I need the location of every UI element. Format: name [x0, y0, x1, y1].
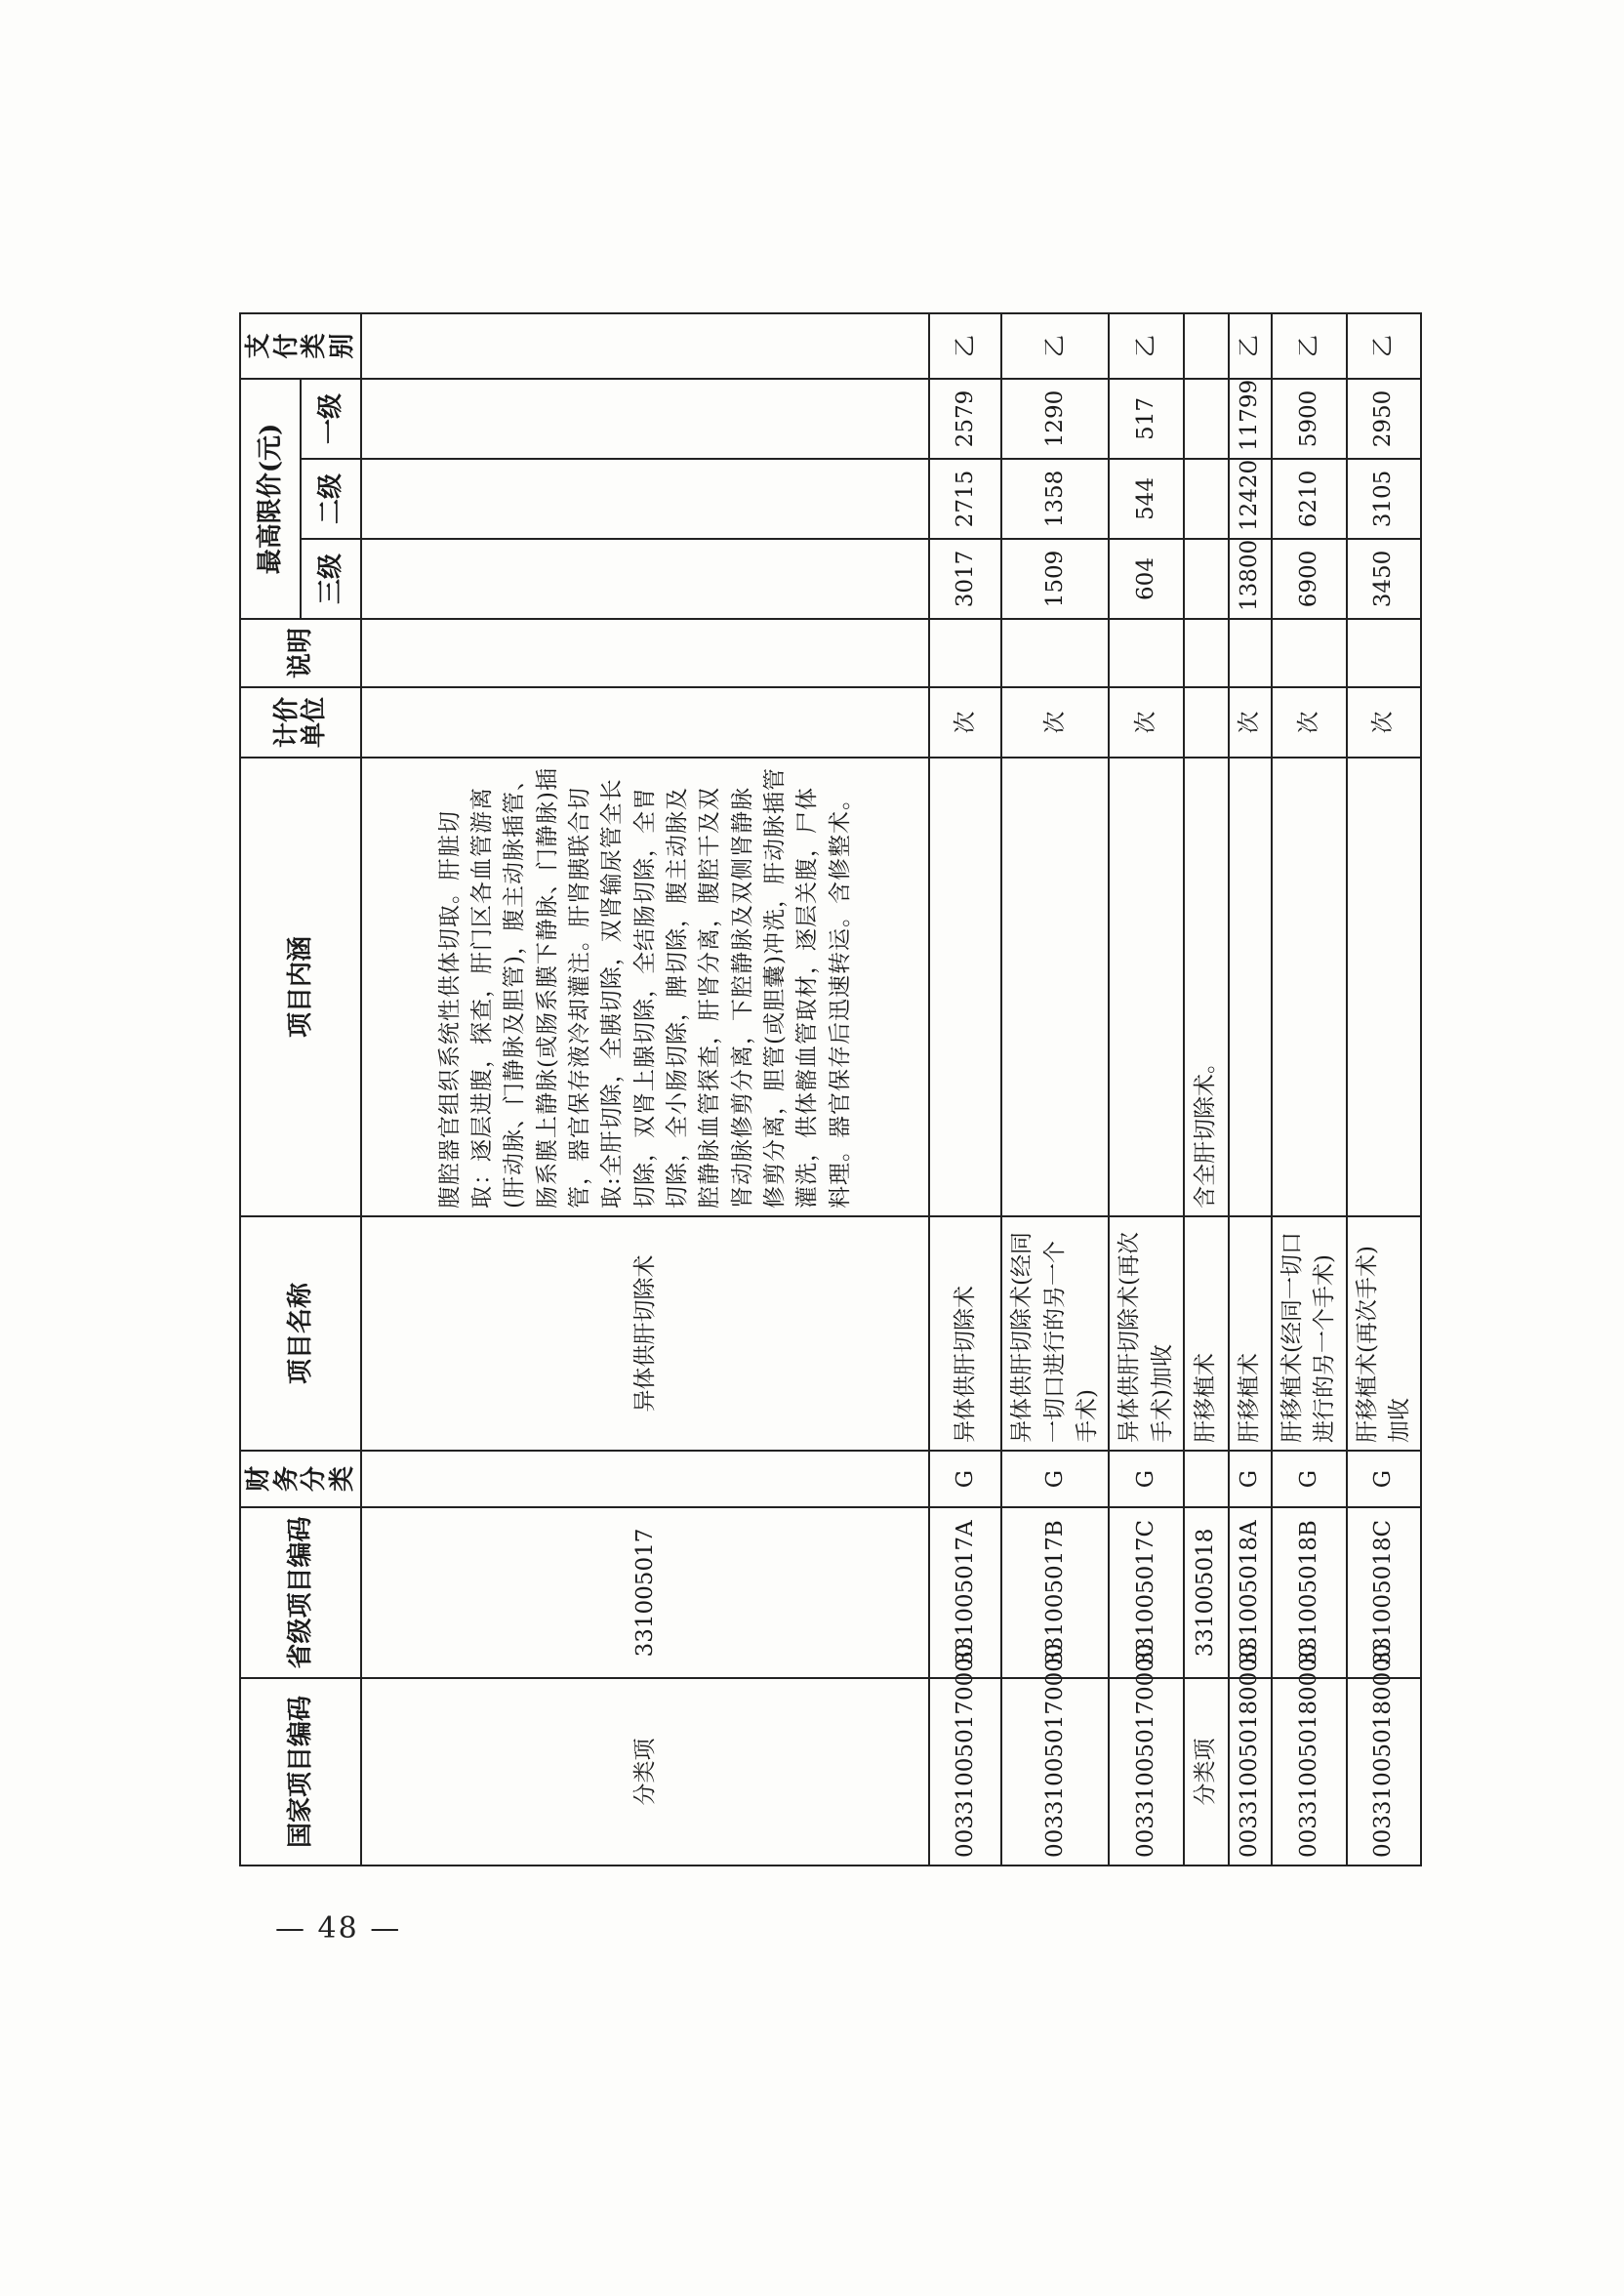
table-row: [361, 313, 929, 1866]
cell-level1: 2579: [929, 379, 1001, 459]
cell-level3: [1184, 539, 1229, 619]
table-row: [1001, 313, 1109, 1866]
cell-national-code: 003310050170000: [1109, 1678, 1184, 1866]
cell-finance-class: G: [1109, 1451, 1184, 1507]
header-item-name: 项目名称: [240, 1216, 361, 1451]
cell-note: [1001, 619, 1109, 687]
cell-note: [1184, 619, 1229, 687]
cell-level3: 1509: [1001, 539, 1109, 619]
page-number: — 48 —: [275, 1911, 402, 1946]
header-level1: 一级: [301, 379, 361, 459]
header-item-content: 项目内涵: [240, 758, 361, 1216]
header-provincial-code: 省级项目编码: [240, 1507, 361, 1678]
cell-unit: 次: [1001, 687, 1109, 758]
cell-note: [1229, 619, 1272, 687]
cell-item-content: [1001, 758, 1109, 1216]
header-pay-type: 支付类别: [240, 313, 361, 379]
cell-item-name: 肝移植术: [1184, 1216, 1229, 1451]
cell-item-content: [1272, 758, 1347, 1216]
cell-unit: 次: [1272, 687, 1347, 758]
cell-level1: [361, 379, 929, 459]
cell-note: [1347, 619, 1422, 687]
cell-unit: 次: [1347, 687, 1422, 758]
table-row: [1347, 313, 1422, 1866]
cell-national-code: 分类项: [1184, 1678, 1229, 1866]
cell-finance-class: [361, 1451, 929, 1507]
cell-item-name: 异体供肝切除术(经同一切口进行的另一个手术): [1001, 1216, 1109, 1451]
cell-national-code: 003310050180000: [1347, 1678, 1422, 1866]
cell-unit: 次: [1229, 687, 1272, 758]
table-row: [1109, 313, 1184, 1866]
cell-item-content: [929, 758, 1001, 1216]
cell-level2: [1184, 459, 1229, 539]
cell-national-code: 003310050180000: [1229, 1678, 1272, 1866]
header-max-price: 最高限价(元): [240, 379, 301, 619]
cell-level3: 3450: [1347, 539, 1422, 619]
cell-level2: 1358: [1001, 459, 1109, 539]
cell-level2: 12420: [1229, 459, 1272, 539]
cell-finance-class: G: [1347, 1451, 1422, 1507]
cell-national-code: 分类项: [361, 1678, 929, 1866]
price-table: [239, 312, 1422, 1866]
cell-pay-type: 乙: [929, 313, 1001, 379]
cell-level3: [361, 539, 929, 619]
cell-item-name: 肝移植术: [1229, 1216, 1272, 1451]
cell-item-name: 异体供肝切除术: [361, 1216, 929, 1451]
cell-level2: 544: [1109, 459, 1184, 539]
cell-provincial-code: 331005018: [1184, 1507, 1229, 1678]
cell-provincial-code: 331005017B: [1001, 1507, 1109, 1678]
cell-provincial-code: 331005017: [361, 1507, 929, 1678]
cell-item-content: [1229, 758, 1272, 1216]
cell-pay-type: [1184, 313, 1229, 379]
cell-level1: 2950: [1347, 379, 1422, 459]
header-unit: 计价单位: [240, 687, 361, 758]
cell-item-content: 含全肝切除术。: [1184, 758, 1229, 1216]
cell-provincial-code: 331005018C: [1347, 1507, 1422, 1678]
cell-pay-type: [361, 313, 929, 379]
cell-level2: 3105: [1347, 459, 1422, 539]
table-row: [929, 313, 1001, 1866]
header-note: 说明: [240, 619, 361, 687]
cell-unit: [1184, 687, 1229, 758]
header-level3: 三级: [301, 539, 361, 619]
cell-finance-class: G: [1229, 1451, 1272, 1507]
table-row: [1229, 313, 1272, 1866]
cell-item-content: [1109, 758, 1184, 1216]
cell-pay-type: 乙: [1272, 313, 1347, 379]
cell-level2: [361, 459, 929, 539]
cell-note: [1272, 619, 1347, 687]
cell-pay-type: 乙: [1229, 313, 1272, 379]
cell-item-name: 肝移植术(再次手术)加收: [1347, 1216, 1422, 1451]
header-level2: 二级: [301, 459, 361, 539]
cell-level1: 11799: [1229, 379, 1272, 459]
cell-item-content: 腹腔器官组织系统性供体切取。肝脏切取：逐层进腹，探查，肝门区各血管游离(肝动脉、门静脉及胆管)，腹主动脉插管、肠系膜上静脉(或肠系膜下静脉、门静脉)插管，器官保存液冷却灌注。肝肾胰联合切取:全肝切除，全胰切除，双肾输尿管全长切除，双肾上腺切除，全结肠切除，全胃切除，全小肠切除，脾切除，腹主动脉及腔静脉血管探查，肝肾分离，腹腔干及双肾动脉修剪分离，下腔静脉及双侧肾静脉修剪分离，胆管(或胆囊)冲洗，肝动脉插管灌洗，供体髂血管取材，逐层关腹，尸体料理。器官保存后迅速转运。含修整术。: [361, 758, 929, 1216]
cell-level2: 2715: [929, 459, 1001, 539]
cell-finance-class: G: [1272, 1451, 1347, 1507]
cell-level1: 517: [1109, 379, 1184, 459]
cell-level3: 3017: [929, 539, 1001, 619]
cell-level1: 1290: [1001, 379, 1109, 459]
cell-level3: 13800: [1229, 539, 1272, 619]
cell-unit: [361, 687, 929, 758]
cell-provincial-code: 331005017A: [929, 1507, 1001, 1678]
cell-pay-type: 乙: [1001, 313, 1109, 379]
rotated-page-content: [239, 314, 1413, 1866]
cell-level3: 6900: [1272, 539, 1347, 619]
cell-national-code: 003310050180000: [1272, 1678, 1347, 1866]
cell-provincial-code: 331005018A: [1229, 1507, 1272, 1678]
cell-pay-type: 乙: [1347, 313, 1422, 379]
cell-finance-class: G: [1001, 1451, 1109, 1507]
cell-level1: [1184, 379, 1229, 459]
cell-pay-type: 乙: [1109, 313, 1184, 379]
cell-item-name: 肝移植术(经同一切口进行的另一个手术): [1272, 1216, 1347, 1451]
cell-item-name: 异体供肝切除术(再次手术)加收: [1109, 1216, 1184, 1451]
cell-unit: 次: [929, 687, 1001, 758]
table-row: [1184, 313, 1229, 1866]
header-national-code: 国家项目编码: [240, 1678, 361, 1866]
cell-provincial-code: 331005018B: [1272, 1507, 1347, 1678]
cell-finance-class: G: [929, 1451, 1001, 1507]
cell-item-content: [1347, 758, 1422, 1216]
cell-national-code: 003310050170000: [1001, 1678, 1109, 1866]
cell-level2: 6210: [1272, 459, 1347, 539]
header-finance-class: 财务分类: [240, 1451, 361, 1507]
cell-note: [929, 619, 1001, 687]
cell-note: [361, 619, 929, 687]
cell-provincial-code: 331005017C: [1109, 1507, 1184, 1678]
cell-item-name: 异体供肝切除术: [929, 1216, 1001, 1451]
cell-level1: 5900: [1272, 379, 1347, 459]
cell-finance-class: [1184, 1451, 1229, 1507]
cell-level3: 604: [1109, 539, 1184, 619]
cell-note: [1109, 619, 1184, 687]
table-row: [1272, 313, 1347, 1866]
cell-unit: 次: [1109, 687, 1184, 758]
cell-national-code: 003310050170000: [929, 1678, 1001, 1866]
